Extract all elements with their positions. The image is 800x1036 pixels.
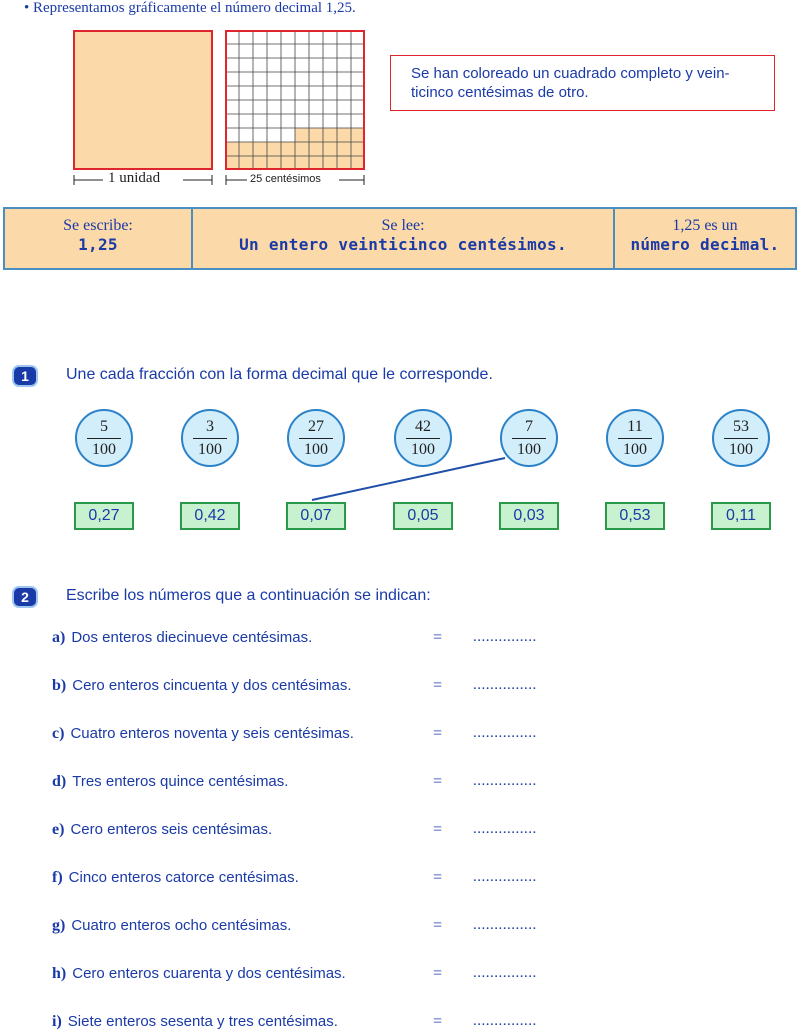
grid-cell-filled — [281, 142, 295, 156]
grid-cell-filled — [323, 156, 337, 170]
fraction-circle[interactable] — [75, 409, 133, 467]
fraction-denominator: 100 — [623, 440, 647, 458]
item-text: Dos enteros diecinueve centésimas. — [71, 629, 313, 646]
decimal-box[interactable]: 0,42 — [180, 502, 240, 530]
fraction-circle[interactable] — [500, 409, 558, 467]
fraction-numerator: 7 — [525, 417, 533, 435]
fraction-circle[interactable] — [712, 409, 770, 467]
decimal-box[interactable]: 0,03 — [499, 502, 559, 530]
exercise-item — [52, 1013, 338, 1031]
grid-cell-filled — [295, 142, 309, 156]
answer-blank[interactable]: ............... — [473, 821, 537, 837]
answer-blank[interactable]: ............... — [473, 629, 537, 645]
question-2-badge: 2 — [14, 588, 36, 606]
grid-cell-filled — [253, 156, 267, 170]
decimal-box[interactable]: 0,11 — [711, 502, 771, 530]
read-label: Se lee: — [381, 217, 425, 234]
fraction-bar — [299, 438, 333, 439]
answer-blank[interactable]: ............... — [473, 725, 537, 741]
summary-type — [613, 209, 795, 268]
unit-label: 1 unidad — [108, 170, 161, 186]
grid-cell-filled — [337, 142, 351, 156]
equals-sign: = — [433, 677, 443, 694]
answer-blank[interactable]: ............... — [473, 677, 537, 693]
grid-cell-filled — [323, 128, 337, 142]
grid-cell-filled — [309, 156, 323, 170]
type-value: número decimal. — [630, 235, 780, 254]
unit-square — [73, 30, 213, 170]
type-label: 1,25 es un — [672, 217, 738, 234]
grid-cell-filled — [281, 156, 295, 170]
fraction-bar — [512, 438, 546, 439]
fraction-bar — [724, 438, 758, 439]
note-box — [390, 55, 775, 111]
hundredths-grid — [225, 30, 365, 170]
fraction-circle[interactable] — [394, 409, 452, 467]
item-text: Cero enteros cuarenta y dos centésimas. — [72, 965, 346, 982]
decimal-box[interactable]: 0,27 — [74, 502, 134, 530]
written-label: Se escribe: — [63, 217, 133, 234]
fraction-bar — [406, 438, 440, 439]
grid-cell-filled — [309, 142, 323, 156]
item-letter: i) — [52, 1013, 62, 1030]
fraction-circle[interactable] — [287, 409, 345, 467]
item-text: Cuatro enteros noventa y seis centésimas. — [70, 725, 354, 742]
fraction-numerator: 42 — [415, 417, 431, 435]
answer-blank[interactable]: ............... — [473, 869, 537, 885]
equals-sign: = — [433, 965, 443, 982]
exercise-item — [52, 821, 272, 839]
grid-cell-filled — [239, 156, 253, 170]
exercise-item — [52, 773, 288, 791]
grid-cell-filled — [295, 156, 309, 170]
answer-blank[interactable]: ............... — [473, 773, 537, 789]
fraction-bar — [193, 438, 227, 439]
item-letter: f) — [52, 869, 63, 886]
fraction-denominator: 100 — [411, 440, 435, 458]
decimal-box[interactable]: 0,05 — [393, 502, 453, 530]
item-text: Cuatro enteros ocho centésimas. — [71, 917, 292, 934]
fraction-denominator: 100 — [517, 440, 541, 458]
fraction-denominator: 100 — [729, 440, 753, 458]
exercise-item — [52, 677, 352, 695]
fraction-numerator: 53 — [733, 417, 749, 435]
equals-sign: = — [433, 917, 443, 934]
summary-written — [5, 209, 191, 268]
fraction-numerator: 27 — [308, 417, 324, 435]
fraction-numerator: 3 — [206, 417, 214, 435]
item-text: Siete enteros sesenta y tres centésimas. — [67, 1013, 338, 1030]
written-value: 1,25 — [78, 235, 118, 254]
note-line-2: ticinco centésimas de otro. — [411, 84, 589, 101]
equals-sign: = — [433, 869, 443, 886]
grid-cell-filled — [239, 142, 253, 156]
equals-sign: = — [433, 725, 443, 742]
exercise-item — [52, 965, 346, 983]
grid-cell-filled — [337, 156, 351, 170]
item-letter: b) — [52, 677, 67, 694]
grid-cell-filled — [253, 142, 267, 156]
hundredths-label: 25 centésimos — [250, 173, 321, 185]
grid-cell-filled — [351, 142, 365, 156]
answer-blank[interactable]: ............... — [473, 1013, 537, 1029]
item-text: Cero enteros cincuenta y dos centésimas. — [72, 677, 352, 694]
item-letter: c) — [52, 725, 65, 742]
answer-blank[interactable]: ............... — [473, 965, 537, 981]
grid-cell-filled — [351, 156, 365, 170]
item-letter: e) — [52, 821, 65, 838]
answer-blank[interactable]: ............... — [473, 917, 537, 933]
exercise-item — [52, 917, 291, 935]
item-letter: d) — [52, 773, 67, 790]
fraction-denominator: 100 — [92, 440, 116, 458]
grid-cell-filled — [295, 128, 309, 142]
equals-sign: = — [433, 773, 443, 790]
fraction-circle[interactable] — [181, 409, 239, 467]
exercise-item — [52, 869, 299, 887]
equals-sign: = — [433, 1013, 443, 1030]
grid-cell-filled — [267, 142, 281, 156]
grid-cell-filled — [337, 128, 351, 142]
summary-read — [191, 209, 613, 268]
fraction-numerator: 5 — [100, 417, 108, 435]
question-1-badge: 1 — [14, 367, 36, 385]
equals-sign: = — [433, 821, 443, 838]
read-value: Un entero veinticinco centésimos. — [239, 235, 567, 254]
item-text: Cero enteros seis centésimas. — [70, 821, 273, 838]
item-letter: a) — [52, 629, 66, 646]
grid-cell-filled — [225, 142, 239, 156]
summary-band — [3, 207, 797, 270]
item-text: Tres enteros quince centésimas. — [72, 773, 289, 790]
question-1-text: Une cada fracción con la forma decimal que le corresponde. — [66, 366, 493, 383]
item-text: Cinco enteros catorce centésimas. — [68, 869, 299, 886]
grid-cell-filled — [309, 128, 323, 142]
note-line-1: Se han coloreado un cuadrado completo y vein- — [411, 65, 730, 82]
decimal-box[interactable]: 0,53 — [605, 502, 665, 530]
grid-cell-filled — [323, 142, 337, 156]
grid-cell-filled — [351, 128, 365, 142]
fraction-circle[interactable] — [606, 409, 664, 467]
grid-cell-filled — [225, 156, 239, 170]
fraction-bar — [618, 438, 652, 439]
equals-sign: = — [433, 629, 443, 646]
fraction-bar — [87, 438, 121, 439]
item-letter: g) — [52, 917, 66, 934]
question-2-text: Escribe los números que a continuación se indican: — [66, 587, 431, 604]
fraction-denominator: 100 — [304, 440, 328, 458]
exercise-item — [52, 725, 354, 743]
item-letter: h) — [52, 965, 67, 982]
fraction-denominator: 100 — [198, 440, 222, 458]
intro-text: • Representamos gráficamente el número decimal 1,25. — [24, 0, 356, 16]
grid-cell-filled — [267, 156, 281, 170]
decimal-box[interactable]: 0,07 — [286, 502, 346, 530]
fraction-numerator: 11 — [627, 417, 643, 435]
exercise-item — [52, 629, 312, 647]
